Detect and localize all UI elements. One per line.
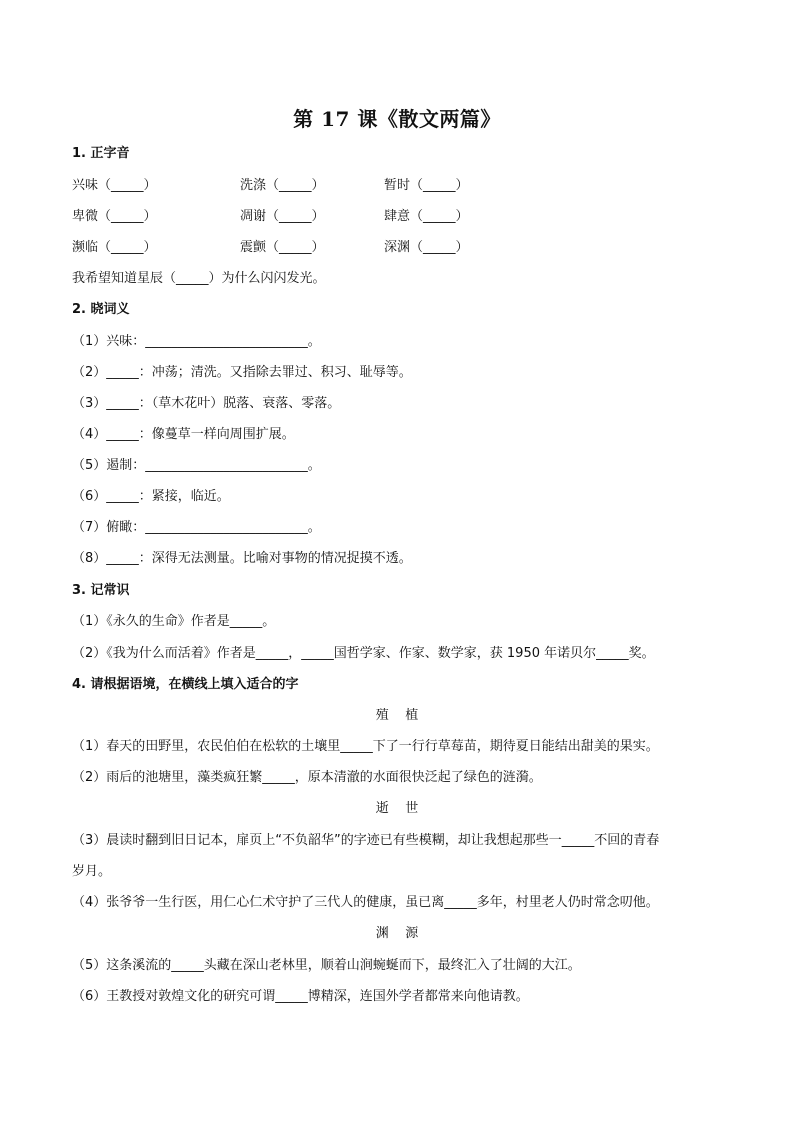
context-question: （1）春天的田野里，农民伯伯在松软的土壤里_____下了一行行草莓苗，期待夏日能结出甜美的果实。 xyxy=(72,739,659,754)
pinyin-sentence: 我希望知道星辰（_____）为什么闪闪发光。 xyxy=(72,271,326,286)
context-question: （5）这条溪流的_____头藏在深山老林里，顺着山涧蜿蜒而下，最终汇入了壮阔的大江。 xyxy=(72,958,581,973)
knowledge-item: （2）《我为什么而活着》作者是_____，_____国哲学家、作家、数学家，获 1950 年诺贝尔_____奖。 xyxy=(72,646,655,661)
character-pair xyxy=(0,707,794,725)
definition-item: （3）_____：（草木花叶）脱落、衰落、零落。 xyxy=(72,396,341,411)
section-2-heading: 2. 晓词义 xyxy=(72,302,130,317)
character-option: 源 xyxy=(405,926,419,941)
character-pair xyxy=(0,800,794,818)
pinyin-item: 深渊（_____） xyxy=(384,240,469,255)
pinyin-item: 卑微（_____） xyxy=(72,209,157,224)
pinyin-item: 凋谢（_____） xyxy=(240,209,325,224)
page-title: 第 17 课《散文两篇》 xyxy=(293,107,501,131)
definition-item: （1）兴味：_________________________。 xyxy=(72,334,321,349)
character-option: 逝 xyxy=(375,801,389,816)
definition-item: （4）_____：像蔓草一样向周围扩展。 xyxy=(72,427,295,442)
context-question-continued: 岁月。 xyxy=(72,864,112,879)
pinyin-item: 濒临（_____） xyxy=(72,240,157,255)
pinyin-item: 兴味（_____） xyxy=(72,178,157,193)
definition-item: （5）遏制：_________________________。 xyxy=(72,458,321,473)
pinyin-item: 洗涤（_____） xyxy=(240,178,325,193)
pinyin-item: 肆意（_____） xyxy=(384,209,469,224)
character-option: 植 xyxy=(405,708,419,723)
character-pair xyxy=(0,925,794,943)
context-question: （6）王教授对敦煌文化的研究可谓_____博精深，连国外学者都常来向他请教。 xyxy=(72,989,529,1004)
pinyin-item: 震颤（_____） xyxy=(240,240,325,255)
definition-item: （2）_____：冲荡；清洗。又指除去罪过、积习、耻辱等。 xyxy=(72,365,412,380)
section-1-heading: 1. 正字音 xyxy=(72,146,130,161)
section-4-heading: 4. 请根据语境，在横线上填入适合的字 xyxy=(72,677,299,692)
character-option: 世 xyxy=(405,801,419,816)
context-question: （4）张爷爷一生行医，用仁心仁术守护了三代人的健康，虽已离_____多年，村里老人仍时常念叨他。 xyxy=(72,895,659,910)
definition-item: （6）_____：紧接，临近。 xyxy=(72,489,230,504)
definition-item: （8）_____：深得无法测量。比喻对事物的情况捉摸不透。 xyxy=(72,551,412,566)
definition-item: （7）俯瞰：_________________________。 xyxy=(72,520,321,535)
context-question: （2）雨后的池塘里，藻类疯狂繁_____，原本清澈的水面很快泛起了绿色的涟漪。 xyxy=(72,770,542,785)
pinyin-item: 暂时（_____） xyxy=(384,178,469,193)
character-option: 殖 xyxy=(375,708,389,723)
knowledge-item: （1）《永久的生命》作者是_____。 xyxy=(72,614,276,629)
context-question: （3）晨读时翻到旧日记本，扉页上“不负韶华”的字迹已有些模糊，却让我想起那些一_____不回的青春 xyxy=(72,833,660,848)
section-3-heading: 3. 记常识 xyxy=(72,583,130,598)
character-option: 渊 xyxy=(375,926,389,941)
